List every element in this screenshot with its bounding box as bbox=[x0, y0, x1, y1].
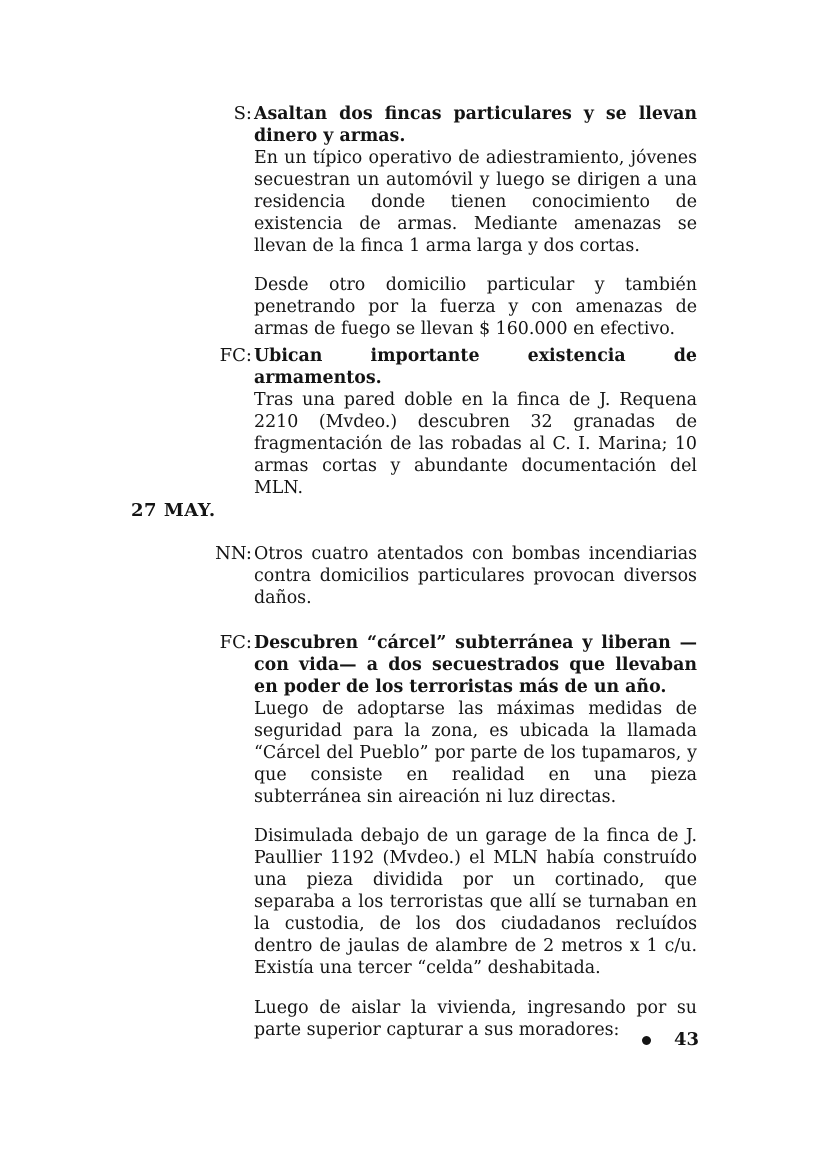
entry-body bbox=[254, 345, 697, 516]
entry-paragraph: Tras una pared doble en la finca de J. Requena 2210 (Mvdeo.) descubren 32 granadas de fragmentación de las robadas al C. I. Marina; 10 armas cortas y abundante documentación del MLN. bbox=[254, 390, 697, 498]
entry-paragraph: En un típico operativo de adiestramiento, jóvenes secuestran un automóvil y luego se dirigen a una residencia donde tienen conocimiento de existencia de armas. Mediante amenazas se llevan de la finca 1 arma larga y dos cortas. bbox=[254, 148, 697, 256]
entry-code: NN: bbox=[215, 543, 252, 564]
entry-body bbox=[254, 632, 700, 1058]
entry-body bbox=[254, 103, 697, 358]
entry-code: FC: bbox=[219, 632, 252, 653]
entry-headline: Ubican importante existencia de armamentos. bbox=[254, 346, 697, 388]
entry-code: S: bbox=[233, 103, 252, 124]
page-footer bbox=[638, 1027, 708, 1053]
entry-body bbox=[254, 543, 697, 626]
page-number: 43 bbox=[674, 1029, 700, 1050]
entry-paragraph: Otros cuatro atentados con bombas incendiarias contra domicilios particulares provocan diversos daños. bbox=[254, 544, 697, 608]
date-heading: 27 MAY. bbox=[131, 500, 216, 521]
entry-paragraph: Desde otro domicilio particular y también penetrando por la fuerza y con amenazas de armas de fuego se llevan $ 160.000 en efectivo. bbox=[254, 275, 697, 340]
entry-paragraph: Disimulada debajo de un garage de la finca de J. Paullier 1192 (Mvdeo.) el MLN había construído una pieza dividida por un cortinado, que separaba a los terroristas que allí se turnaban en la custodia, de los dos ciudadanos recluídos dentro de jaulas de alambre de 2 metros x 1 c/u. Existía una tercer “celda” deshabitada. bbox=[254, 826, 697, 979]
entry-code: FC: bbox=[219, 345, 252, 366]
bullet-icon bbox=[642, 1036, 651, 1045]
entry-headline: Descubren “cárcel” subterránea y liberan —con vida— a dos secuestrados que llevaban en poder de los terroristas más de un año. bbox=[254, 633, 697, 697]
entry-headline: Asaltan dos fincas particulares y se llevan dinero y armas. bbox=[254, 104, 697, 146]
entry-paragraph: Luego de adoptarse las máximas medidas de seguridad para la zona, es ubicada la llamada “Cárcel del Pueblo” por parte de los tupamaros, y que consiste en realidad en una pieza subterránea sin aireación ni luz directas. bbox=[254, 699, 697, 807]
entry-paragraph: Luego de aislar la vivienda, ingresando por su parte superior capturar a sus moradores: bbox=[254, 997, 697, 1040]
